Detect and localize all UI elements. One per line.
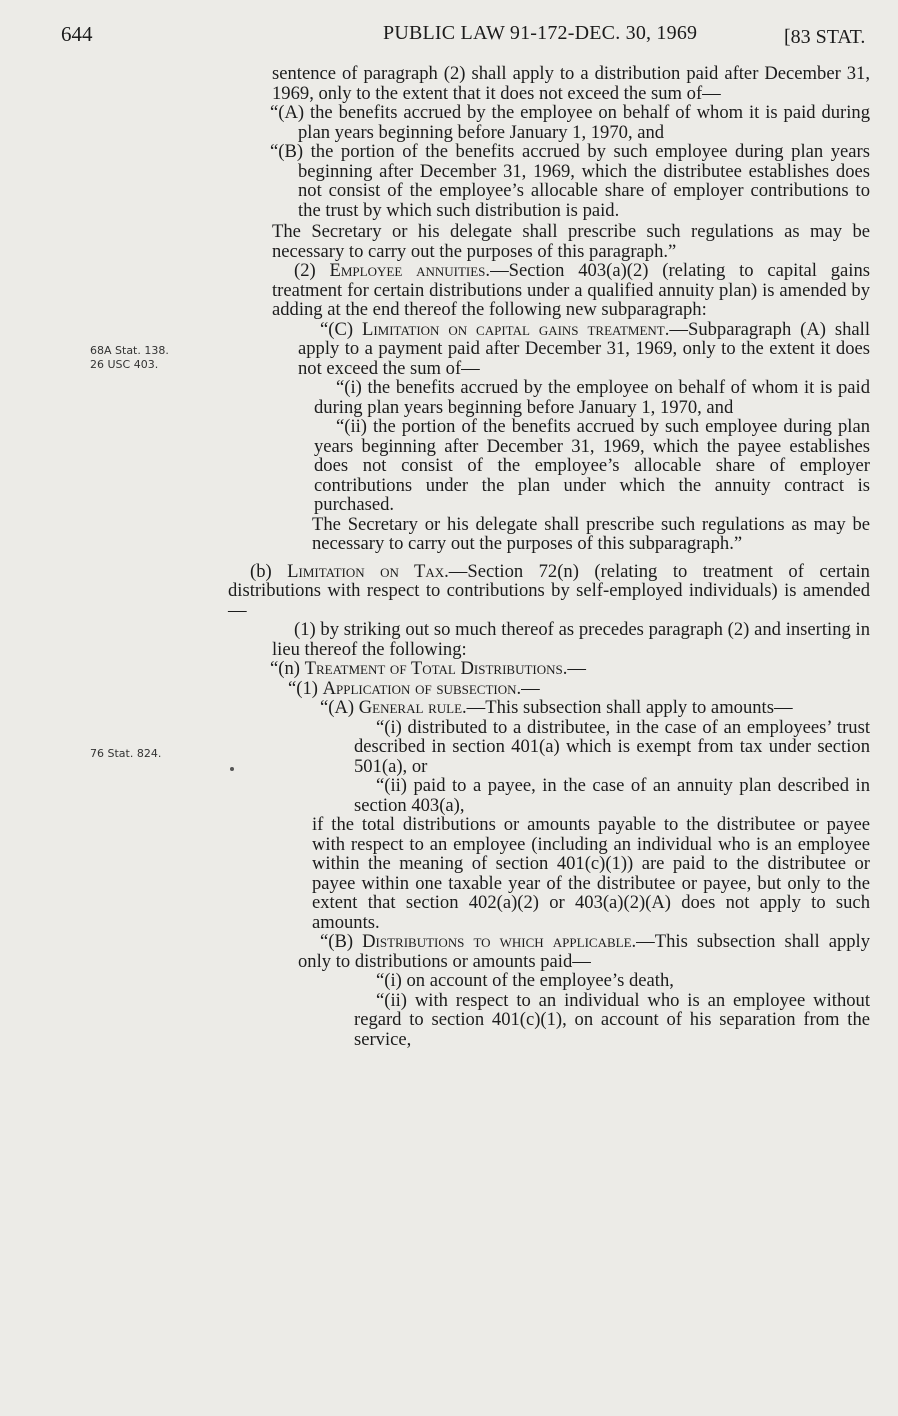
heading-limitation-capital-gains: Limitation on capital gains treatment. — [361, 318, 670, 340]
heading-application: Application of subsection. — [322, 677, 522, 699]
heading-distributions-applicable: Distributions to which applicable. — [362, 931, 637, 952]
clause-i: “(i) the benefits accrued by the employee on behalf of whom it is paid during plan years beginning before January 1, 1970, and — [314, 377, 870, 418]
heading-general-rule: General rule. — [358, 697, 467, 718]
clause-n-a-i: “(i) distributed to a distributee, in the case of an employees’ trust described in section 401(a) which is exempt from tax under section 501(a), or — [354, 716, 870, 777]
clause-n-b-ii: “(ii) with respect to an individual who is an employee without regard to section 401(c)(1), on account of his separation from the service, — [354, 989, 870, 1050]
paragraph-1-amendment: (1) by striking out so much thereof as precedes paragraph (2) and inserting in lieu thereof the following: — [272, 619, 870, 660]
page-title: PUBLIC LAW 91-172-DEC. 30, 1969 — [383, 22, 698, 44]
heading-employee-annuities: Employee annuities. — [329, 260, 491, 281]
clause-ii: “(ii) the portion of the benefits accrued by such employee during plan years beginning after December 31, 1969, which the payee establishes does not consist of the employee’s allocable share of employer contributions under the plan under which the annuity contract is purchased. — [314, 416, 870, 515]
subparagraph-c: “(C) Limitation on capital gains treatment.—Subparagraph (A) shall apply to a payment paid after December 31, 1969, only to the extent it does not exceed the sum of— — [298, 318, 871, 379]
page-number: 644 — [61, 22, 93, 46]
clause-n-a-ii: “(ii) paid to a payee, in the case of an annuity plan described in section 403(a), — [354, 775, 870, 816]
subparagraph-b: “(B) the portion of the benefits accrued by such employee during plan years beginning after December 31, 1969, which the distributee establishes does not consist of the employee’s allocable share of employer contributions to the trust by which such distribution is paid. — [270, 141, 870, 221]
margin-note-citation-1 — [90, 344, 220, 372]
margin-note-citation-2 — [90, 747, 220, 761]
subparagraph-a: “(A) the benefits accrued by the employee on behalf of whom it is paid during plan years beginning before January 1, 1970, and — [270, 102, 870, 143]
subsection-n: “(n) Treatment of Total Distributions.— — [270, 658, 586, 679]
heading-total-distributions: Treatment of Total Distributions. — [304, 658, 568, 679]
statute-body — [228, 64, 870, 1049]
regulation-sentence-2: The Secretary or his delegate shall prescribe such regulations as may be necessary to carry out the purposes of this subparagraph.” — [312, 513, 870, 554]
paragraph-2: (2) Employee annuities.—Section 403(a)(2) (relating to capital gains treatment for certain distributions under a qualified annuity plan) is amended by adding at the end thereof the following new subparagraph: — [272, 260, 870, 320]
margin-note-line: 26 USC 403. — [90, 358, 159, 371]
paragraph-continuation: sentence of paragraph (2) shall apply to a distribution paid after December 31, 1969, only to the extent that it does not exceed the sum of— — [272, 63, 870, 104]
clause-n-b-i: “(i) on account of the employee’s death, — [376, 970, 674, 991]
subparagraph-n-b: “(B) Distributions to which applicable.—This subsection shall apply only to distributions or amounts paid— — [298, 931, 870, 972]
heading-limitation-on-tax: Limitation on Tax. — [287, 560, 449, 582]
subparagraph-n-a: “(A) General rule.—This subsection shall apply to amounts— — [320, 697, 793, 718]
page-header — [0, 22, 898, 52]
statute-reference: [83 STAT. — [784, 26, 866, 48]
margin-note-line: 76 Stat. 824. — [90, 747, 162, 760]
subsection-b: (b) Limitation on Tax.—Section 72(n) (relating to treatment of certain distributions with respect to contributions by self-employed individuals) is amended— — [228, 560, 870, 621]
paragraph-n-1: “(1) Application of subsection.— — [288, 677, 540, 699]
margin-note-line: 68A Stat. 138. — [90, 344, 169, 357]
regulation-sentence: The Secretary or his delegate shall prescribe such regulations as may be necessary to carry out the purposes of this paragraph.” — [272, 221, 870, 262]
conditions-sentence: if the total distributions or amounts payable to the distributee or payee with respect to an employee (including an individual who is an employee within the meaning of section 401(c)(1)) are paid to the distributee or payee within one taxable year of the distributee or payee, but only to the extent that section 402(a)(2) or 403(a)(2)(A) does not apply to such amounts. — [312, 814, 870, 933]
